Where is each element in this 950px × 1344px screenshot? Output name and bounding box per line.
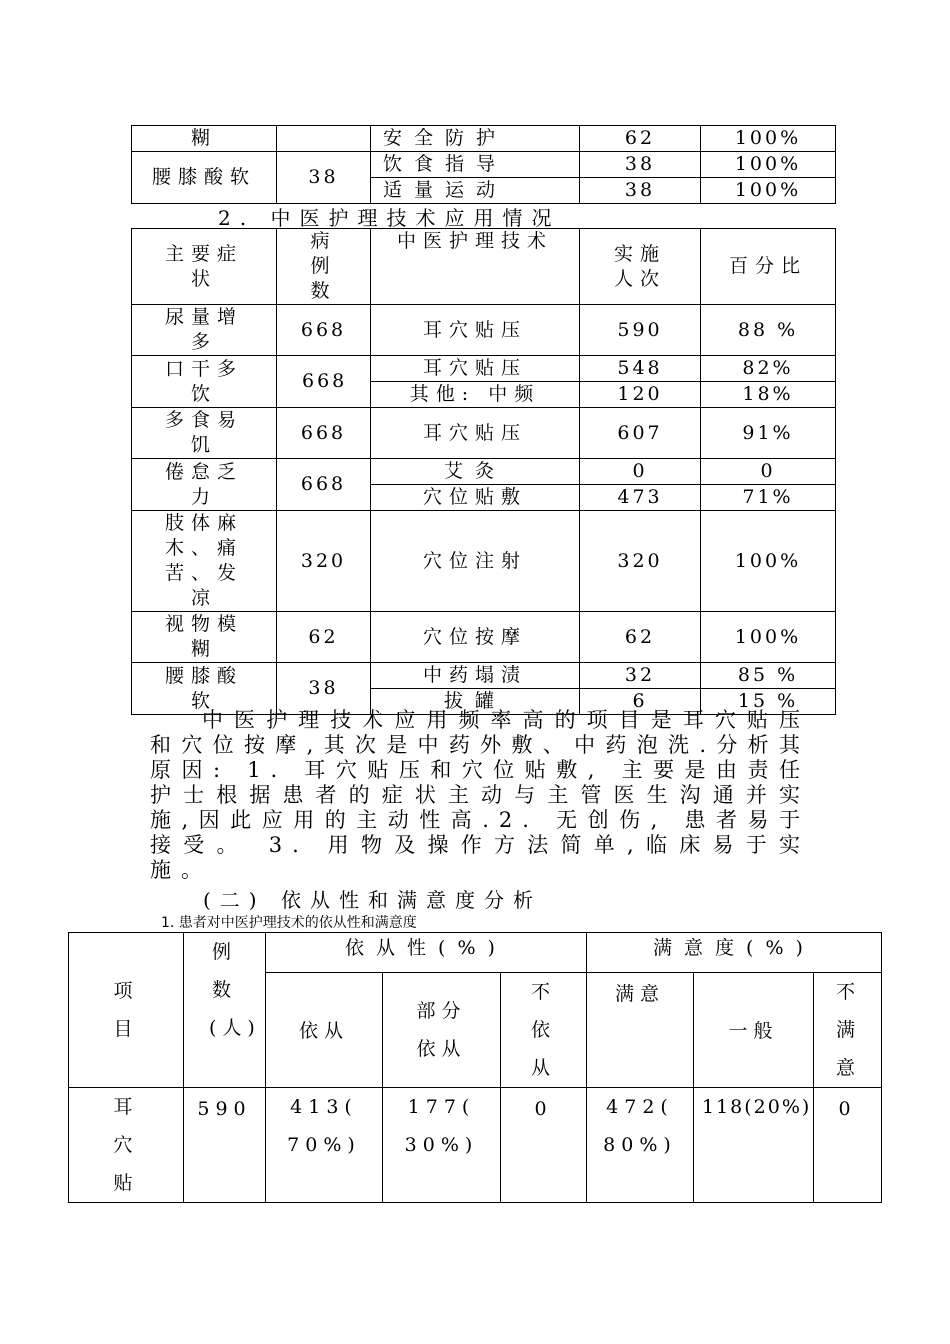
header-count: 实施人次 <box>580 229 701 305</box>
cell-count: 6 <box>580 689 701 715</box>
cell-percent: 71% <box>701 485 836 511</box>
sub-heading: 1. 患者对中医护理技术的依从性和满意度 <box>161 915 417 931</box>
cell-count: 473 <box>580 485 701 511</box>
cell-percent: 100% <box>701 126 836 152</box>
cell-cases: 668 <box>277 305 371 356</box>
header-average: 一般 <box>694 973 814 1088</box>
cell-symptom: 口干多饮 <box>132 356 277 408</box>
cell-count: 0 <box>580 459 701 485</box>
header-comply: 依从 <box>266 973 383 1088</box>
header-satisfaction: 满意度(%) <box>587 933 882 973</box>
compliance-satisfaction-table <box>68 932 882 1203</box>
cell-symptom: 糊 <box>132 126 277 152</box>
cell-percent: 85 % <box>701 663 836 689</box>
analysis-paragraph <box>150 708 810 883</box>
cell-percent: 91% <box>701 408 836 459</box>
section-heading-compliance: (二) 依从性和满意度分析 <box>203 888 542 912</box>
header-cases: 例数(人) <box>184 933 266 1088</box>
cell-satisfied: 472( 80%) <box>587 1088 694 1203</box>
cell-percent: 100% <box>701 511 836 612</box>
cell-percent: 0 <box>701 459 836 485</box>
cell-cases: 590 <box>184 1088 266 1203</box>
cell-cases <box>277 126 371 152</box>
cell-count: 32 <box>580 663 701 689</box>
cell-percent: 18% <box>701 382 836 408</box>
cell-technique: 其他: 中频 <box>371 382 580 408</box>
cell-symptom: 肢体麻木、痛苦、发凉 <box>132 511 277 612</box>
cell-symptom: 尿量增多 <box>132 305 277 356</box>
header-percent: 百分比 <box>701 229 836 305</box>
cell-count: 62 <box>580 612 701 663</box>
cell-cases: 668 <box>277 459 371 511</box>
cell-technique: 穴位贴敷 <box>371 485 580 511</box>
analysis-text: 中医护理技术应用频率高的项目是耳穴贴压和穴位按摩,其次是中药外敷、中药泡洗.分析其原因: 1. 耳穴贴压和穴位贴敷, 主要是由责任护士根据患者的症状主动与主管医生沟通并实施,因此应用的主动性高.2. 无创伤, 患者易于接受。 3. 用物及操作方法简单,临床易于实施。 <box>150 708 810 882</box>
cell-technique: 适量运动 <box>371 178 580 204</box>
header-noncomply: 不依从 <box>501 973 587 1088</box>
cell-percent: 82% <box>701 356 836 382</box>
header-cases: 病例数 <box>277 229 371 305</box>
cell-percent: 100% <box>701 612 836 663</box>
cell-symptom: 倦怠乏力 <box>132 459 277 511</box>
header-item: 项目 <box>69 933 184 1088</box>
cell-symptom: 多食易饥 <box>132 408 277 459</box>
cell-technique: 艾灸 <box>371 459 580 485</box>
cell-technique: 饮食指导 <box>371 152 580 178</box>
cell-unsatisfied: 0 <box>814 1088 882 1203</box>
cell-percent: 88 % <box>701 305 836 356</box>
cell-count: 548 <box>580 356 701 382</box>
cell-symptom: 腰膝酸软 <box>132 152 277 204</box>
continued-table <box>131 125 836 204</box>
cell-cases: 668 <box>277 408 371 459</box>
cell-technique: 耳穴贴压 <box>371 356 580 382</box>
cell-count: 38 <box>580 178 701 204</box>
cell-percent: 15 % <box>701 689 836 715</box>
cell-cases: 38 <box>277 663 371 715</box>
cell-technique: 拔罐 <box>371 689 580 715</box>
cell-technique: 安全防护 <box>371 126 580 152</box>
cell-technique: 穴位注射 <box>371 511 580 612</box>
cell-symptom: 腰膝酸软 <box>132 663 277 715</box>
cell-percent: 100% <box>701 152 836 178</box>
cell-count: 62 <box>580 126 701 152</box>
cell-item: 耳穴贴 <box>69 1088 184 1203</box>
cell-technique: 中药塌渍 <box>371 663 580 689</box>
cell-cases: 38 <box>277 152 371 204</box>
header-symptom: 主要症状 <box>132 229 277 305</box>
cell-technique: 耳穴贴压 <box>371 408 580 459</box>
header-compliance: 依从性(%) <box>266 933 587 973</box>
cell-count: 590 <box>580 305 701 356</box>
technique-application-table <box>131 228 836 715</box>
header-satisfied: 满意 <box>587 973 694 1088</box>
header-technique: 中医护理技术 <box>371 229 580 305</box>
cell-technique: 穴位按摩 <box>371 612 580 663</box>
cell-technique: 耳穴贴压 <box>371 305 580 356</box>
cell-cases: 62 <box>277 612 371 663</box>
cell-count: 320 <box>580 511 701 612</box>
cell-cases: 668 <box>277 356 371 408</box>
cell-cases: 320 <box>277 511 371 612</box>
header-unsatisfied: 不满意 <box>814 973 882 1088</box>
header-partial: 部分依从 <box>383 973 501 1088</box>
cell-average: 118(20%) <box>694 1088 814 1203</box>
cell-count: 120 <box>580 382 701 408</box>
cell-symptom: 视物模糊 <box>132 612 277 663</box>
cell-count: 38 <box>580 152 701 178</box>
cell-percent: 100% <box>701 178 836 204</box>
cell-comply: 413( 70%) <box>266 1088 383 1203</box>
section-heading-application: 2. 中医护理技术应用情况 <box>218 206 561 230</box>
cell-partial: 177( 30%) <box>383 1088 501 1203</box>
cell-noncomply: 0 <box>501 1088 587 1203</box>
cell-count: 607 <box>580 408 701 459</box>
